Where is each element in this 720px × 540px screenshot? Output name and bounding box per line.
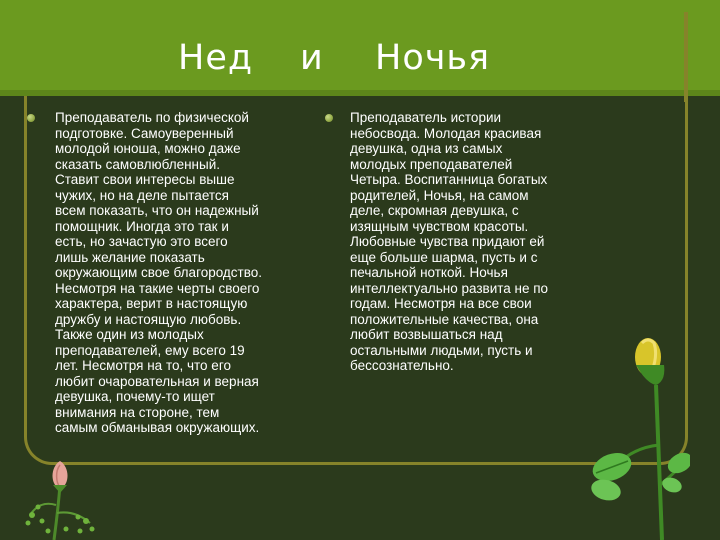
yellow-rose-icon <box>580 335 690 540</box>
pink-rosebud-icon <box>20 455 110 540</box>
bullet-icon <box>325 114 333 122</box>
ned-description: Преподаватель по физической подготовке. Самоуверенный молодой юноша, можно даже сказать самовлюбленный. Ставит свои интересы выше чужих, но на деле пытается всем показать, что он надежный помощник. Иногда это так и есть, но зачастую это всего лишь желание показать окружающим свое благородство. Несмотря на такие черты своего характера, верит в настоящую дружбу и настоящую любовь. Также один из молодых преподавателей, ему всего 19 лет. Несмотря на то, что его любит очаровательная и верная девушка, почему-то ищет внимания на стороне, тем самым обманывая окружающих. <box>55 110 263 435</box>
title-conjunction: и <box>300 38 324 78</box>
title-band <box>0 0 720 96</box>
nochya-description: Преподаватель истории небосвода. Молодая красивая девушка, одна из самых молодых преподавателей Четыра. Воспитанница богатых родителей, Ночья, на самом деле, скромная девушка, с изящным чувством красоты. Любовные чувства придают ей еще больше шарма, пусть и с печальной ноткой. Ночья интеллектуально развита не по годам. Несмотря на все свои положительные качества, она любит возвышаться над остальными людьми, пусть и бессознательно. <box>350 110 549 373</box>
bullet-icon <box>27 114 35 122</box>
frame-line-right-top <box>684 12 688 102</box>
title-name-ned: Нед <box>178 38 254 78</box>
title-name-nochya: Ночья <box>375 38 491 78</box>
